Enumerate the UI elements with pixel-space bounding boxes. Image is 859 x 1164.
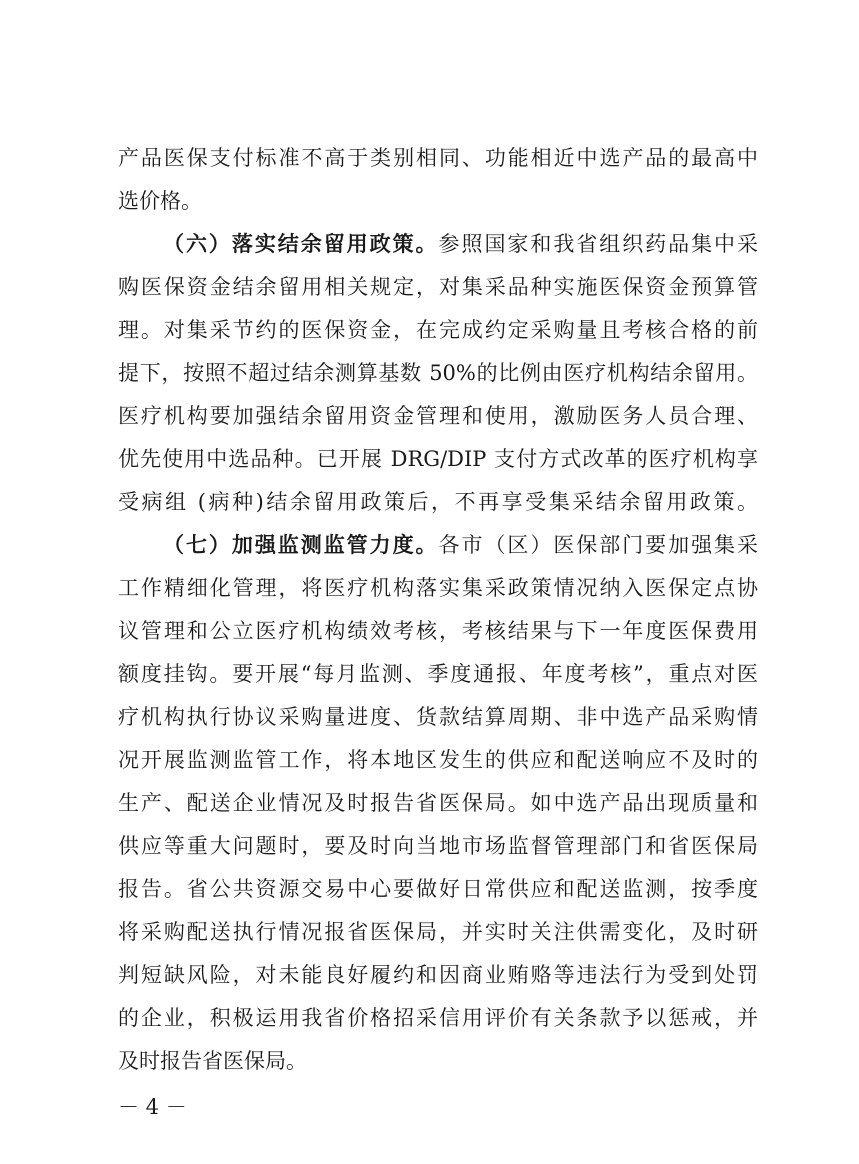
text-line: 提下，按照不超过结余测算基数 50%的比例由医疗机构结余留用。 (118, 361, 758, 385)
text-line: 议管理和公立医疗机构绩效考核，考核结果与下一年度医保费用 (118, 619, 758, 643)
text-line: 及时报告省医保局。 (118, 1049, 307, 1073)
text-line: 工作精细化管理，将医疗机构落实集采政策情况纳入医保定点协 (118, 576, 758, 600)
section-heading-seven: （七）加强监测监管力度。 (163, 532, 439, 557)
text-line: 报告。省公共资源交易中心要做好日常供应和配送监测，按季度 (118, 877, 758, 901)
text-line: 选价格。 (118, 189, 202, 213)
section-six-line (163, 229, 758, 259)
text-line: 的企业，积极运用我省价格招采信用评价有关条款予以惩戒，并 (118, 1006, 758, 1030)
text-line: 判短缺风险，对未能良好履约和因商业贿赂等违法行为受到处罚 (118, 963, 758, 987)
text-line: 产品医保支付标准不高于类别相同、功能相近中选产品的最高中 (118, 146, 758, 170)
section-seven-line (163, 530, 758, 560)
section-text: 参照国家和我省组织药品集中采 (438, 232, 759, 256)
section-text: 各市（区）医保部门要加强集采 (438, 533, 759, 557)
text-line: 购医保资金结余留用相关规定，对集采品种实施医保资金预算管 (118, 275, 758, 299)
text-line: 优先使用中选品种。已开展 DRG/DIP 支付方式改革的医疗机构享 (118, 447, 758, 471)
text-line: 况开展监测监管工作，将本地区发生的供应和配送响应不及时的 (118, 748, 758, 772)
text-line: 将采购配送执行情况报省医保局，并实时关注供需变化，及时研 (118, 920, 758, 944)
section-heading-six: （六）落实结余留用政策。 (163, 231, 439, 256)
text-line: 生产、配送企业情况及时报告省医保局。如中选产品出现质量和 (118, 791, 758, 815)
text-line: 医疗机构要加强结余留用资金管理和使用，激励医务人员合理、 (118, 404, 758, 428)
text-line: 受病组 (病种)结余留用政策后，不再享受集采结余留用政策。 (118, 490, 758, 514)
text-line: 理。对集采节约的医保资金，在完成约定采购量且考核合格的前 (118, 318, 758, 342)
page-number: － 4 － (118, 1095, 187, 1119)
text-line: 供应等重大问题时，要及时向当地市场监督管理部门和省医保局 (118, 834, 758, 858)
text-line: 疗机构执行协议采购量进度、货款结算周期、非中选产品采购情 (118, 705, 758, 729)
text-line: 额度挂钩。要开展“每月监测、季度通报、年度考核”，重点对医 (118, 662, 758, 686)
